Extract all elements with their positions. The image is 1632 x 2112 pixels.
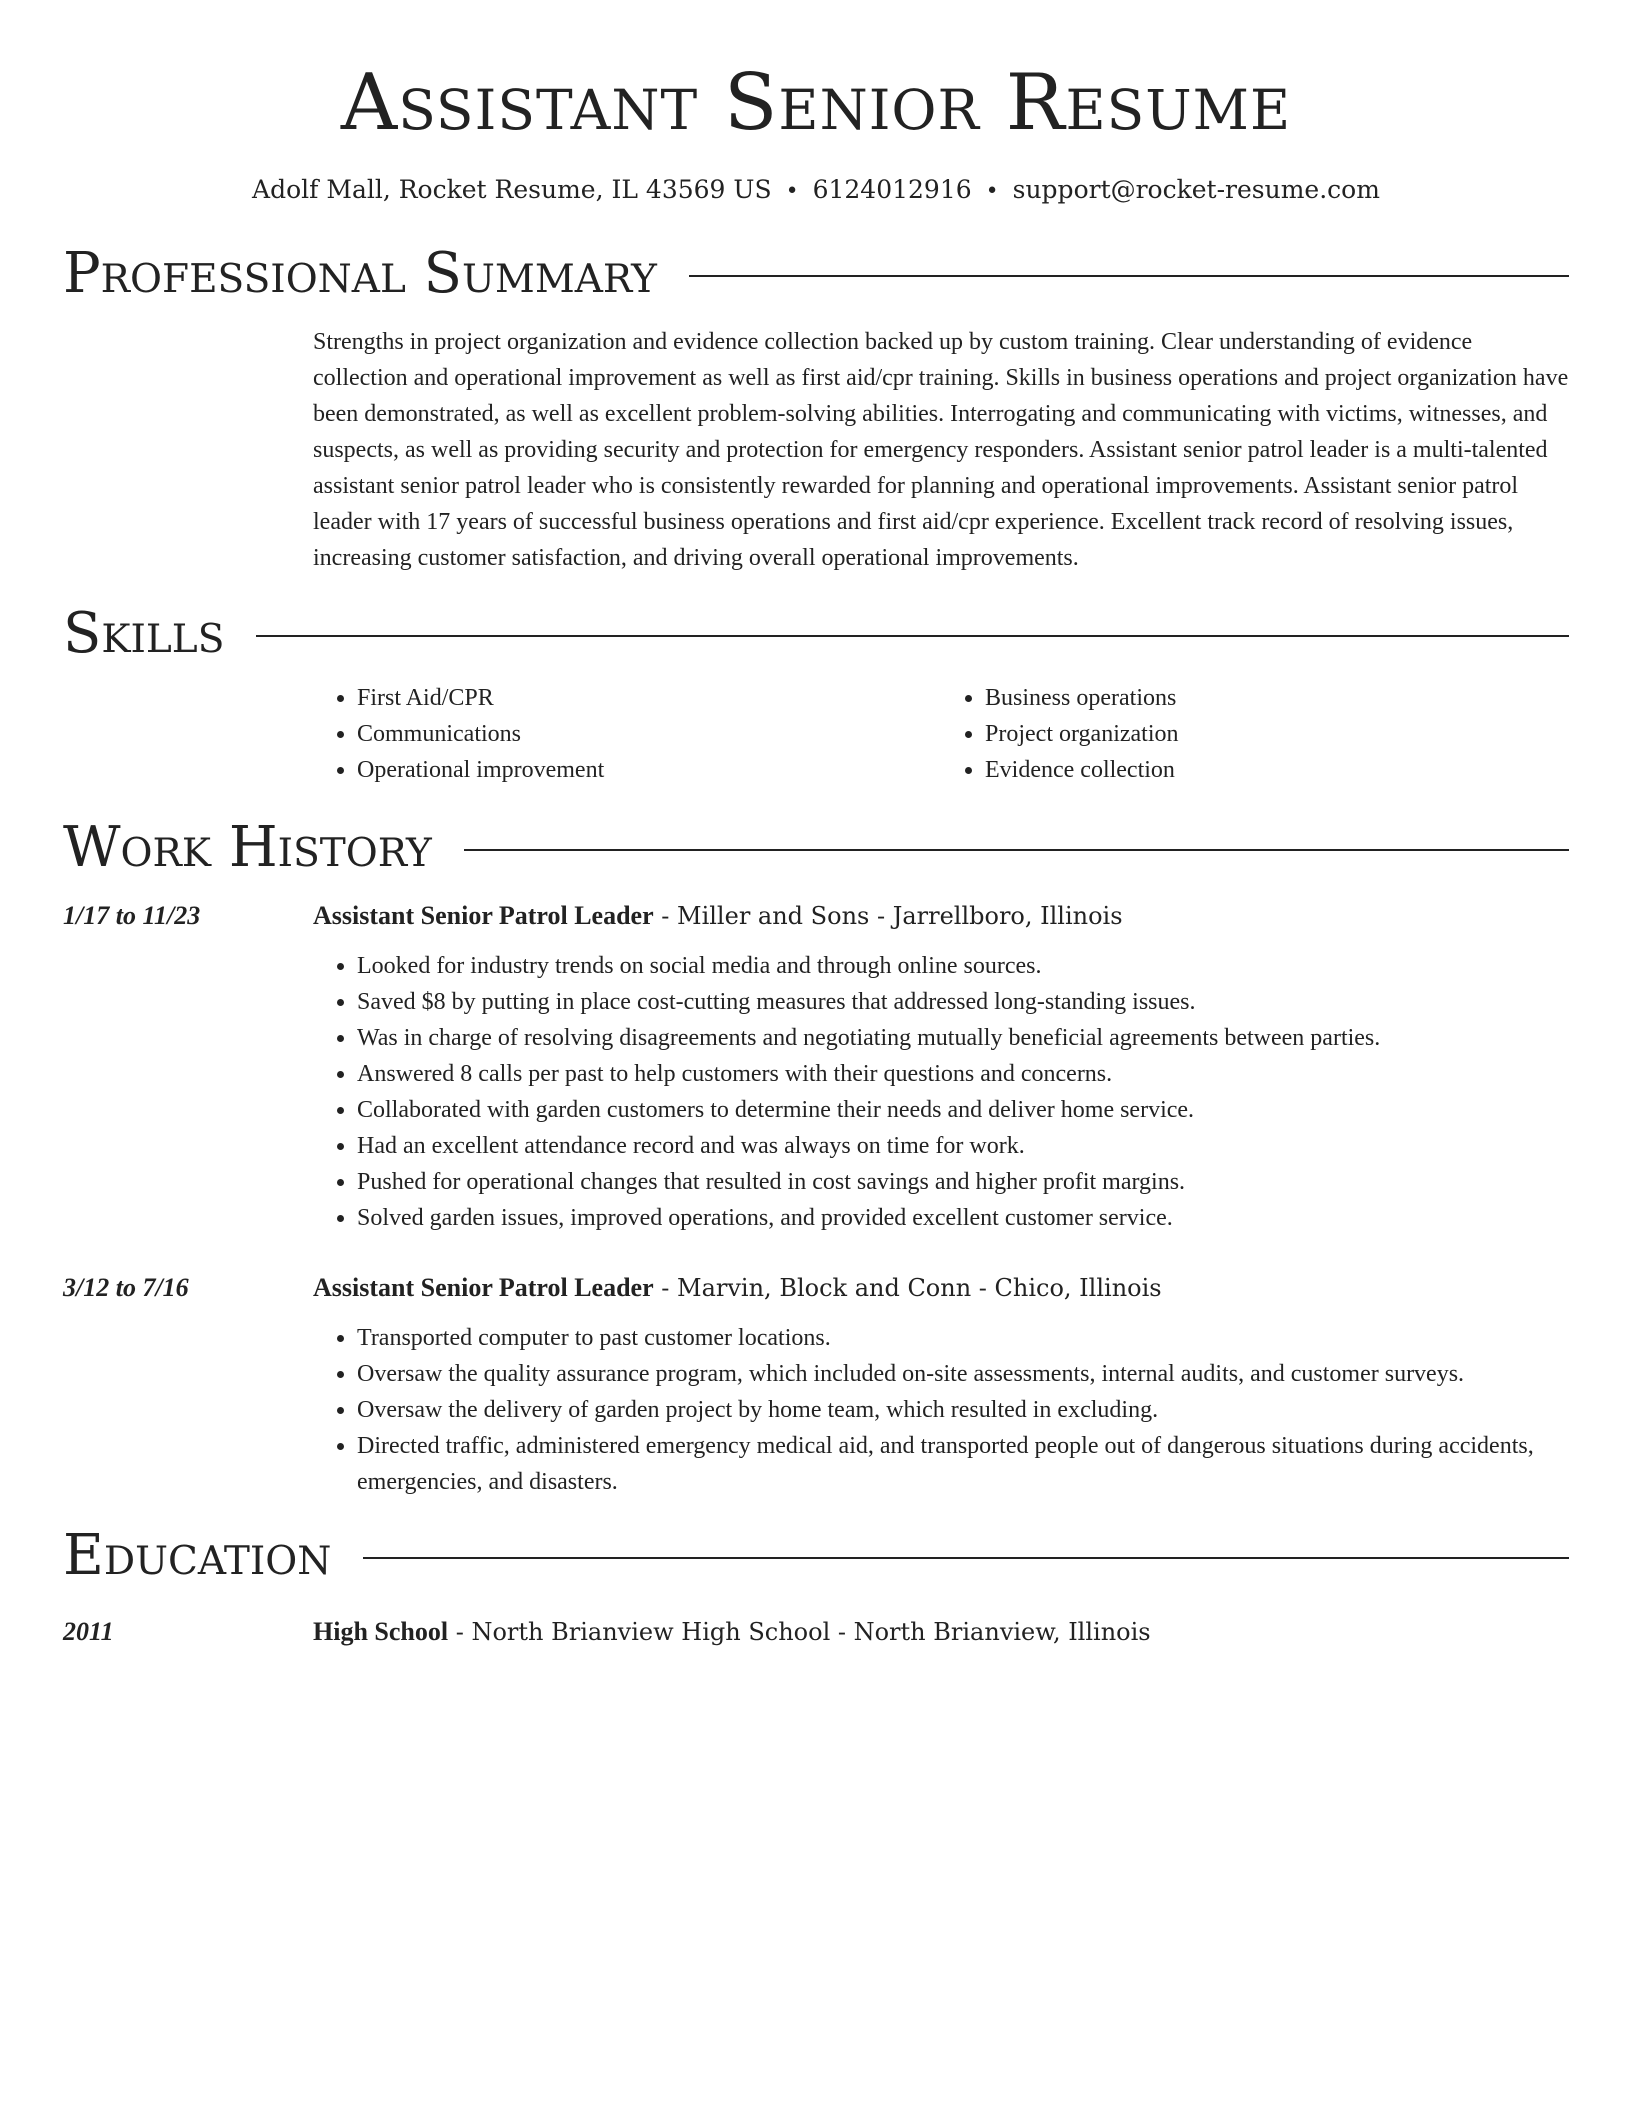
education-entry — [63, 1614, 1569, 1650]
job-title: Assistant Senior Patrol Leader — [313, 901, 654, 930]
duty-item: • Had an excellent attendance record and was always on time for work. — [357, 1128, 1569, 1164]
skills-list — [313, 680, 1569, 788]
work-section-header — [63, 816, 1569, 880]
skill-item: • First Aid/CPR — [357, 680, 941, 716]
duty-item: • Transported computer to past customer locations. — [357, 1320, 1569, 1356]
contact-email: support@rocket-resume.com — [1012, 175, 1380, 204]
duty-item: • Oversaw the quality assurance program, which included on-site assessments, internal audits, and customer surveys. — [357, 1356, 1569, 1392]
job-employer: - Marvin, Block and Conn - Chico, Illinois — [653, 1274, 1162, 1302]
job-entry — [63, 898, 1569, 1236]
job-title-line — [313, 1270, 1162, 1306]
job-duties — [313, 1320, 1569, 1500]
job-employer: - Miller and Sons - Jarrellboro, Illinois — [653, 902, 1123, 930]
job-dates: 1/17 to 11/23 — [63, 901, 201, 930]
skills-heading: Skills — [63, 601, 225, 666]
contact-phone: 6124012916 — [812, 175, 972, 204]
skill-item: • Communications — [357, 716, 941, 752]
skill-item: • Business operations — [985, 680, 1569, 716]
summary-heading: Professional Summary — [63, 241, 657, 306]
skills-section-header — [63, 602, 1569, 666]
education-degree: High School — [313, 1617, 449, 1646]
duty-item: • Answered 8 calls per past to help customers with their questions and concerns. — [357, 1056, 1569, 1092]
job-header — [63, 898, 1569, 934]
contact-line — [63, 174, 1569, 208]
section-divider — [256, 635, 1569, 637]
education-year: 2011 — [63, 1617, 114, 1646]
education-section-header — [63, 1524, 1569, 1588]
job-duties — [313, 948, 1569, 1236]
duty-item: • Pushed for operational changes that resulted in cost savings and higher profit margins. — [357, 1164, 1569, 1200]
section-divider — [363, 1557, 1569, 1559]
skill-item: • Evidence collection — [985, 752, 1569, 788]
job-title: Assistant Senior Patrol Leader — [313, 1273, 654, 1302]
section-divider — [689, 275, 1569, 277]
work-heading: Work History — [63, 815, 432, 880]
education-heading: Education — [63, 1523, 332, 1588]
job-title-line — [313, 898, 1123, 934]
duty-item: • Solved garden issues, improved operations, and provided excellent customer service. — [357, 1200, 1569, 1236]
duty-item: • Directed traffic, administered emergency medical aid, and transported people out of dangerous situations during accidents, emergencies, and disasters. — [357, 1428, 1569, 1500]
summary-section-header — [63, 242, 1569, 306]
job-dates: 3/12 to 7/16 — [63, 1273, 189, 1302]
contact-address: Adolf Mall, Rocket Resume, IL 43569 US — [252, 175, 772, 204]
duty-item: • Looked for industry trends on social media and through online sources. — [357, 948, 1569, 984]
education-line — [313, 1614, 1151, 1650]
contact-separator: • — [785, 179, 799, 204]
job-header — [63, 1270, 1569, 1306]
skill-item: • Operational improvement — [357, 752, 941, 788]
duty-item: • Collaborated with garden customers to determine their needs and deliver home service. — [357, 1092, 1569, 1128]
duty-item: • Oversaw the delivery of garden project by home team, which resulted in excluding. — [357, 1392, 1569, 1428]
skills-column-2 — [941, 680, 1569, 788]
resume-title: Assistant Senior Resume — [340, 58, 1292, 148]
education-school: - North Brianview High School - North Brianview, Illinois — [448, 1618, 1151, 1646]
section-divider — [464, 849, 1569, 851]
job-entry — [63, 1270, 1569, 1500]
skills-column-1 — [313, 680, 941, 788]
skill-item: • Project organization — [985, 716, 1569, 752]
contact-separator: • — [985, 179, 999, 204]
summary-text: Strengths in project organization and evidence collection backed up by custom training. Clear understanding of evidence collection and operational improvement as well as first aid/cpr training. Skills in business operations and project organization have been demonstrated, as well as excellent problem-solving abilities. Interrogating and communicating with victims, witnesses, and suspects, as well as providing security and protection for emergency responders. Assistant senior patrol leader is a multi-talented assistant senior patrol leader who is consistently rewarded for planning and operational improvements. Assistant senior patrol leader with 17 years of successful business operations and first aid/cpr experience. Excellent track record of resolving issues, increasing customer satisfaction, and driving overall operational improvements. — [313, 329, 1569, 571]
duty-item: • Was in charge of resolving disagreements and negotiating mutually beneficial agreements between parties. — [357, 1020, 1569, 1056]
duty-item: • Saved $8 by putting in place cost-cutting measures that addressed long-standing issues. — [357, 984, 1569, 1020]
